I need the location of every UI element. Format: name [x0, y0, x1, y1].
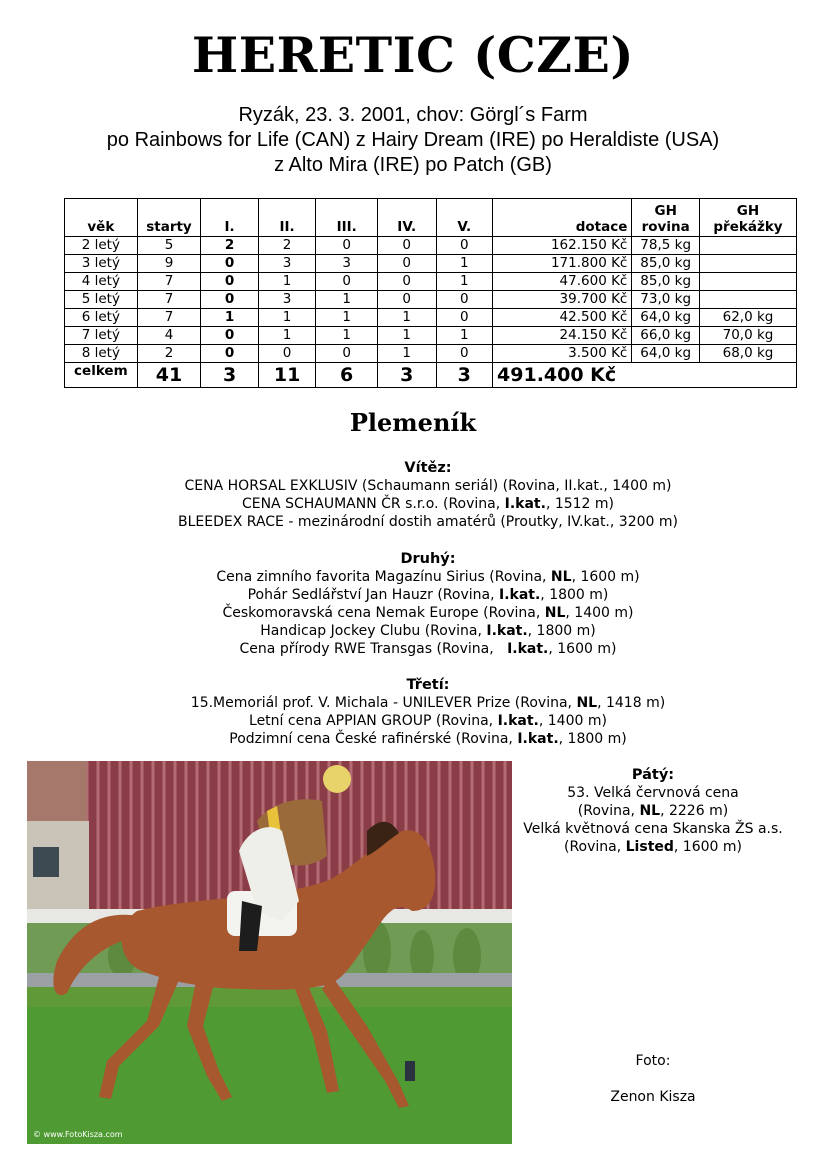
table-cell: 0	[201, 291, 259, 309]
race-text: Podzimní cena České rafinérské (Rovina,	[229, 731, 518, 747]
race-text: , 1800 m)	[540, 587, 609, 603]
table-cell: 70,0 kg	[700, 327, 797, 345]
table-cell: 2	[258, 237, 316, 255]
race-text: , 1800 m)	[558, 731, 627, 747]
table-cell: 1	[316, 291, 378, 309]
table-cell: 1	[258, 309, 316, 327]
table-cell: 0	[436, 345, 493, 363]
table-cell: 2	[201, 237, 259, 255]
table-cell: 2 letý	[65, 237, 138, 255]
col-header: starty	[137, 199, 201, 237]
total-cell: 41	[137, 363, 201, 388]
race-text: , 1600 m)	[548, 641, 617, 657]
third-places-block	[0, 676, 826, 748]
race-entry	[0, 640, 826, 658]
race-text: , 1600 m)	[673, 839, 742, 855]
race-text: CENA HORSAL EXKLUSIV (Schaumann seriál) (Rovina, II.kat., 1400 m)	[184, 478, 672, 494]
table-cell: 1	[316, 327, 378, 345]
table-cell: 1	[436, 273, 493, 291]
total-row	[65, 363, 797, 388]
race-text: Velká květnová cena Skanska ŽS a.s.	[523, 821, 783, 837]
race-category: I.kat.	[504, 496, 546, 512]
table-cell: 1	[436, 255, 493, 273]
table-cell: 3.500 Kč	[493, 345, 632, 363]
table-cell: 0	[377, 291, 436, 309]
table-cell: 0	[436, 291, 493, 309]
horse-name-title: HERETIC (CZE)	[191, 26, 635, 84]
race-entry	[0, 604, 826, 622]
table-cell: 0	[316, 273, 378, 291]
race-category: I.kat.	[507, 641, 549, 657]
table-row	[65, 291, 797, 309]
race-category: NL	[576, 695, 598, 711]
table-cell: 64,0 kg	[632, 345, 700, 363]
table-cell: 7 letý	[65, 327, 138, 345]
race-entry	[512, 784, 794, 802]
wins-block	[0, 459, 826, 531]
race-text: , 1600 m)	[571, 569, 640, 585]
race-text: (Rovina,	[577, 803, 640, 819]
pedigree-dam-line: z Alto Mira (IRE) po Patch (GB)	[274, 154, 552, 176]
table-cell: 1	[316, 309, 378, 327]
col-header: GH překážky	[700, 199, 797, 237]
table-cell: 39.700 Kč	[493, 291, 632, 309]
table-cell: 1	[377, 327, 436, 345]
table-cell: 24.150 Kč	[493, 327, 632, 345]
race-text: Českomoravská cena Nemak Europe (Rovina,	[222, 605, 545, 621]
table-cell: 0	[316, 345, 378, 363]
table-cell: 0	[377, 255, 436, 273]
col-header: V.	[436, 199, 493, 237]
photo-watermark: © www.FotoKisza.com	[33, 1130, 123, 1139]
table-cell: 3	[316, 255, 378, 273]
horse-photo	[27, 761, 512, 1144]
table-cell: 62,0 kg	[700, 309, 797, 327]
race-text: , 1418 m)	[597, 695, 666, 711]
table-row	[65, 309, 797, 327]
table-cell: 3	[258, 255, 316, 273]
race-text: Handicap Jockey Clubu (Rovina,	[260, 623, 487, 639]
race-entry	[0, 586, 826, 604]
race-entry	[0, 712, 826, 730]
col-header: I.	[201, 199, 259, 237]
table-cell: 1	[201, 309, 259, 327]
wins-heading: Vítěz:	[404, 460, 452, 476]
race-entry	[512, 820, 794, 838]
table-cell: 7	[137, 309, 201, 327]
table-row	[65, 345, 797, 363]
race-entry	[0, 622, 826, 640]
photo-credit-name: Zenon Kisza	[610, 1089, 696, 1105]
total-cell: 11	[258, 363, 316, 388]
table-cell	[700, 255, 797, 273]
table-cell: 0	[377, 237, 436, 255]
table-cell: 85,0 kg	[632, 255, 700, 273]
race-entry	[0, 513, 826, 531]
table-cell: 8 letý	[65, 345, 138, 363]
race-stats-table	[64, 198, 797, 388]
race-category: I.kat.	[499, 587, 541, 603]
table-cell: 4 letý	[65, 273, 138, 291]
table-cell: 1	[258, 273, 316, 291]
race-category: NL	[544, 605, 566, 621]
table-cell: 3 letý	[65, 255, 138, 273]
pedigree-line: po Rainbows for Life (CAN) z Hairy Dream (IRE) po Heraldiste (USA)	[106, 129, 720, 151]
table-cell: 1	[377, 309, 436, 327]
section-title: Plemeník	[349, 408, 477, 437]
table-cell: 47.600 Kč	[493, 273, 632, 291]
race-text: Pohár Sedlářství Jan Hauzr (Rovina,	[247, 587, 499, 603]
col-header: IV.	[377, 199, 436, 237]
race-text: CENA SCHAUMANN ČR s.r.o. (Rovina,	[241, 496, 505, 512]
race-text: , 1400 m)	[538, 713, 607, 729]
table-cell: 0	[201, 345, 259, 363]
table-cell: 66,0 kg	[632, 327, 700, 345]
total-cell: 6	[316, 363, 378, 388]
table-cell: 0	[201, 255, 259, 273]
table-cell: 1	[258, 327, 316, 345]
table-cell: 6 letý	[65, 309, 138, 327]
table-cell: 0	[258, 345, 316, 363]
table-cell: 85,0 kg	[632, 273, 700, 291]
table-cell: 64,0 kg	[632, 309, 700, 327]
race-text: (Rovina,	[563, 839, 626, 855]
photo-credit-label: Foto:	[635, 1053, 671, 1069]
race-category: NL	[550, 569, 572, 585]
total-cell: 3	[201, 363, 259, 388]
race-text: 53. Velká červnová cena	[567, 785, 739, 801]
total-cell: 3	[436, 363, 493, 388]
race-entry	[0, 730, 826, 748]
third-heading: Třetí:	[406, 677, 450, 693]
col-header: III.	[316, 199, 378, 237]
table-cell: 1	[436, 327, 493, 345]
table-cell: 0	[377, 273, 436, 291]
table-cell: 5	[137, 237, 201, 255]
table-cell: 0	[436, 237, 493, 255]
total-cell: 3	[377, 363, 436, 388]
race-text: Cena přírody RWE Transgas (Rovina,	[239, 641, 508, 657]
fifth-places-block	[512, 766, 794, 856]
table-cell	[700, 237, 797, 255]
grass	[27, 987, 512, 1144]
table-cell: 5 letý	[65, 291, 138, 309]
race-text: Cena zimního favorita Magazínu Sirius (Rovina,	[216, 569, 551, 585]
fifth-heading: Pátý:	[631, 767, 675, 783]
total-label: celkem	[65, 363, 138, 388]
race-entry	[0, 568, 826, 586]
race-category: Listed	[625, 839, 674, 855]
second-places-block	[0, 550, 826, 658]
col-header: věk	[65, 199, 138, 237]
race-category: I.kat.	[517, 731, 559, 747]
race-text: , 2226 m)	[660, 803, 729, 819]
table-cell: 68,0 kg	[700, 345, 797, 363]
race-text: 15.Memoriál prof. V. Michala - UNILEVER Prize (Rovina,	[190, 695, 577, 711]
table-row	[65, 327, 797, 345]
table-cell: 9	[137, 255, 201, 273]
table-cell: 0	[201, 273, 259, 291]
col-header: II.	[258, 199, 316, 237]
table-cell: 0	[316, 237, 378, 255]
table-cell: 3	[258, 291, 316, 309]
table-cell	[700, 273, 797, 291]
col-header: dotace	[493, 199, 632, 237]
horse-info-line: Ryzák, 23. 3. 2001, chov: Görgl´s Farm	[238, 104, 588, 126]
race-text: , 1400 m)	[565, 605, 634, 621]
col-header: GH rovina	[632, 199, 700, 237]
race-entry	[512, 802, 794, 820]
table-row	[65, 273, 797, 291]
table-row	[65, 237, 797, 255]
race-category: I.kat.	[486, 623, 528, 639]
table-cell: 2	[137, 345, 201, 363]
table-cell: 7	[137, 273, 201, 291]
table-header-row	[65, 199, 797, 237]
table-cell: 4	[137, 327, 201, 345]
total-prize: 491.400 Kč	[493, 363, 797, 388]
race-text: BLEEDEX RACE - mezinárodní dostih amatérů (Proutky, IV.kat., 3200 m)	[178, 514, 678, 530]
table-cell: 42.500 Kč	[493, 309, 632, 327]
table-cell: 78,5 kg	[632, 237, 700, 255]
race-entry	[512, 838, 794, 856]
table-cell: 171.800 Kč	[493, 255, 632, 273]
table-cell: 73,0 kg	[632, 291, 700, 309]
race-text: Letní cena APPIAN GROUP (Rovina,	[249, 713, 498, 729]
table-cell: 7	[137, 291, 201, 309]
table-cell: 162.150 Kč	[493, 237, 632, 255]
race-entry	[0, 477, 826, 495]
race-entry	[0, 694, 826, 712]
second-heading: Druhý:	[400, 551, 456, 567]
table-row	[65, 255, 797, 273]
race-category: I.kat.	[497, 713, 539, 729]
race-text: , 1512 m)	[545, 496, 615, 512]
table-cell	[700, 291, 797, 309]
race-category: NL	[639, 803, 661, 819]
table-cell: 0	[201, 327, 259, 345]
race-entry	[0, 495, 826, 513]
table-cell: 1	[377, 345, 436, 363]
table-cell: 0	[436, 309, 493, 327]
race-text: , 1800 m)	[527, 623, 596, 639]
